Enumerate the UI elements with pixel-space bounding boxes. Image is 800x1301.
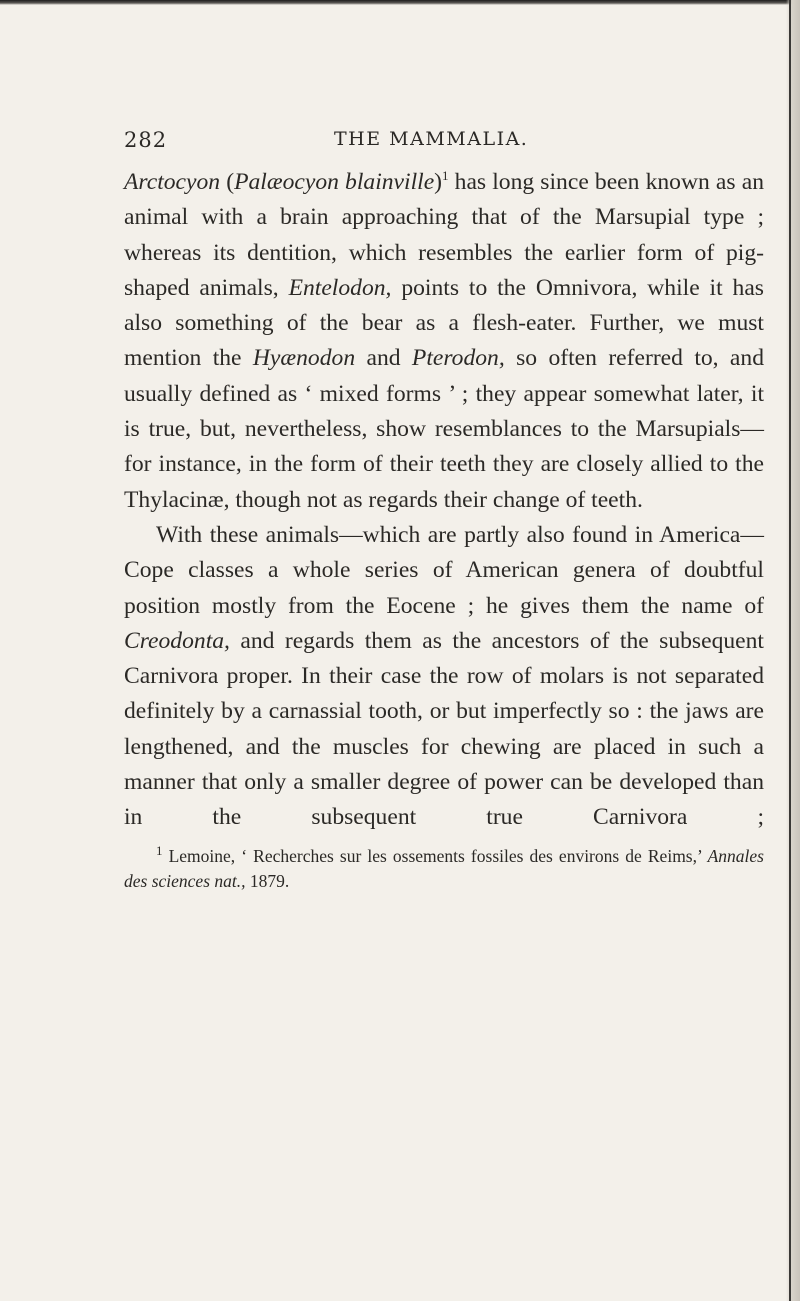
- genus-hyaenodon: Hyænodon: [252, 345, 356, 372]
- paragraph-arctocyon: [124, 165, 764, 518]
- genus-pterodon: Pterodon,: [411, 345, 505, 372]
- text-run: and regards them as the ancestors of the subsequent Carnivora proper. In their case the row of molars is not separated definitely by a carnassial tooth, or but imperfectly so : the jaws are lengthened, and the muscles for chewing are placed in such a manner that only a smaller degree of power can be developed than in the subsequent true Carnivora ;: [124, 627, 764, 831]
- order-creodonta: Creodonta,: [124, 627, 230, 654]
- running-head: [124, 128, 764, 158]
- footnote: [124, 844, 764, 894]
- text-run: 1879.: [245, 870, 290, 891]
- genus-entelodon: Entelodon,: [288, 274, 392, 301]
- footnote-reference: 1: [442, 168, 449, 184]
- species-palaeocyon: Palæocyon blainville: [234, 169, 435, 195]
- chapter-title: THE MAMMALIA.: [334, 128, 529, 150]
- footnote-marker: 1: [156, 842, 163, 858]
- text-run: ): [434, 169, 443, 195]
- body-text: [124, 165, 764, 836]
- text-run: has long since been known as an animal with a brain approaching that of the Marsupial type ; whereas its dentition, which resembles the earlier form of pig-shaped animals,: [124, 169, 764, 301]
- book-page: [124, 128, 764, 894]
- text-run: so often referred to, and usually defined as ‘ mixed forms ’ ; they appear somewhat later, it is true, but, nevertheless, show resemblances to the Marsupials—for instance, in the form of their teeth they are closely allied to the Thylacinæ, though not as regards their change of teeth.: [124, 345, 764, 513]
- page-number: 282: [124, 128, 168, 152]
- scan-top-edge: [0, 0, 800, 5]
- text-run: With these animals—which are partly also found in America—Cope classes a whole series of American genera of doubtful position mostly from the Eocene ; he gives them the name of: [124, 521, 764, 619]
- scan-right-border-line: [789, 0, 791, 1301]
- paragraph-creodonta: [124, 518, 764, 836]
- journal-title: Annales des sciences nat.,: [124, 845, 764, 891]
- text-run: and: [355, 345, 412, 372]
- genus-arctocyon: Arctocyon: [124, 169, 221, 195]
- text-run: points to the Omnivora, while it has also something of the bear as a flesh-eater. Further, we must mention the: [124, 274, 764, 372]
- text-run: Lemoine, ‘ Recherches sur les ossements fossiles des environs de Reims,’: [162, 845, 708, 866]
- footnote-lemoine: [124, 844, 764, 894]
- text-run: (: [220, 169, 235, 195]
